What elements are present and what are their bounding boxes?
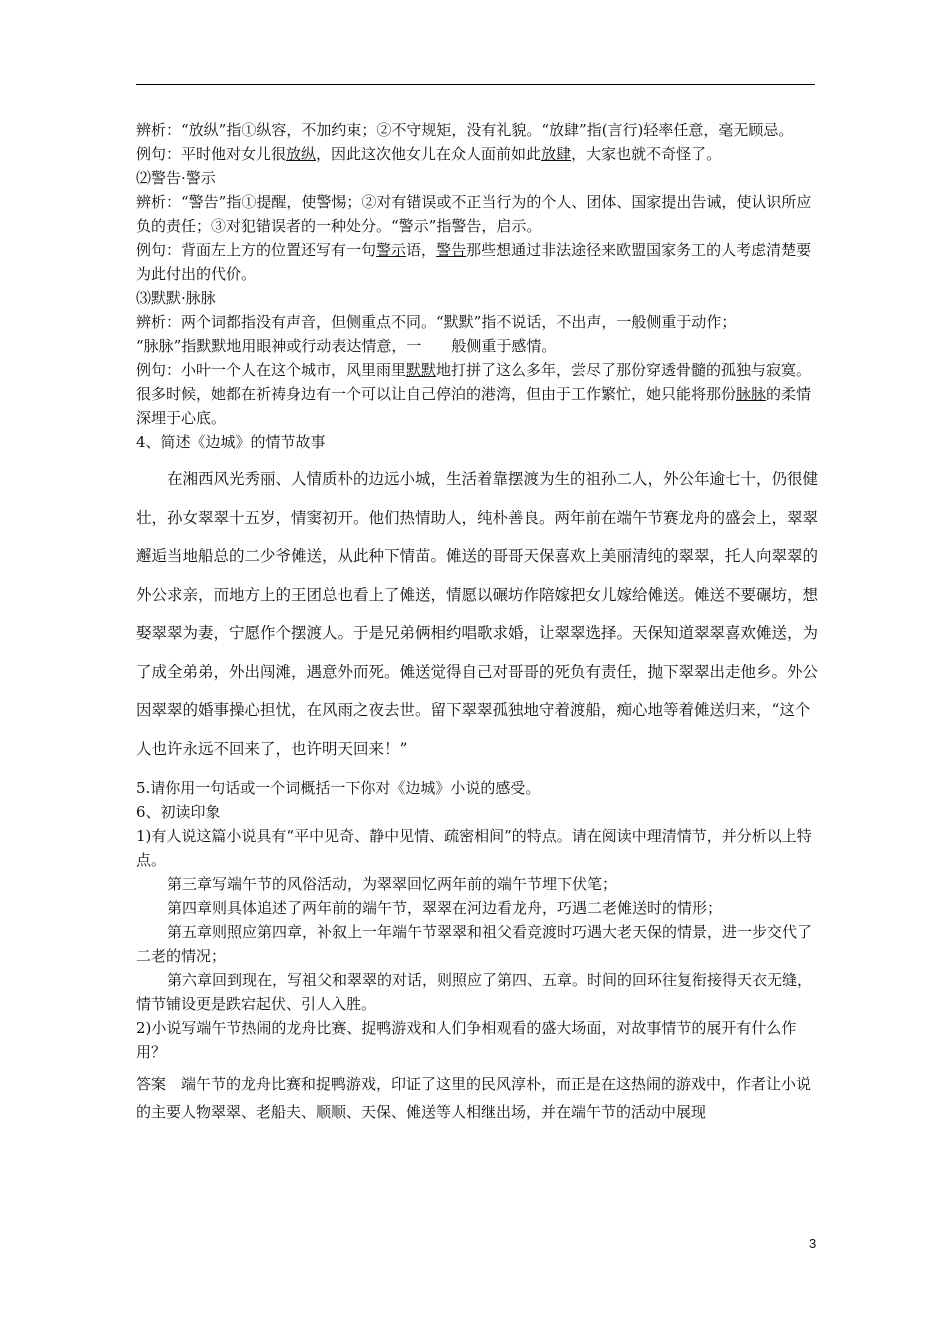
example-label: 例句： [136, 241, 182, 259]
chapter-4-note: 第四章则具体追述了两年前的端午节，翠翠在河边看龙舟，巧遇二老傩送时的情形； [167, 899, 723, 917]
question-4-heading: 4、简述《边城》的情节故事 [136, 433, 326, 451]
example-fangzong [136, 142, 818, 166]
analysis-label: 辨析： [136, 313, 182, 331]
underlined-word: 放肆 [541, 145, 572, 163]
sub-question-2: 2)小说写端午节热闹的龙舟比赛、捉鸭游戏和人们争相观看的盛大场面，对故事情节的展开有什么作用？ [136, 1019, 797, 1061]
sub-question-1: 1)有人说这篇小说具有“平中见奇、静中见情、疏密相间”的特点。请在阅读中理清情节，并分析以上特点。 [136, 827, 812, 869]
analysis-text: “警告”指①提醒，使警惕；②对有错误或不正当行为的个人、团体、国家提出告诫，使认识所应负的责任；③对犯错误者的一种处分。“警示”指警告，启示。 [136, 193, 812, 235]
section-heading-momo: ⑶默默·脉脉 [136, 289, 216, 307]
underlined-word: 默默 [406, 361, 437, 379]
example-text: 背面左上方的位置还写有一句 [181, 241, 377, 259]
example-text: 小叶一个人在这个城市，风里雨里 [181, 361, 407, 379]
chapter-5-note: 第五章则照应第四章，补叙上一年端午节翠翠和祖父看竞渡时巧遇大老天保的情景，进一步交代了二老的情况； [136, 923, 813, 965]
analysis-fangzong [136, 118, 818, 142]
answer-label: 答案 [136, 1075, 182, 1093]
example-text: 那些想通过非法途径来欧盟国家务工的人考虑清楚要为此付出的代价。 [136, 241, 812, 283]
underlined-word: 警告 [436, 241, 467, 259]
example-text: 地打拼了这么多年，尝尽了那份穿透骨髓的孤独与寂寞。很多时候，她都在祈祷身边有一个可以让自己停泊的港湾，但由于工作繁忙，她只能将那份 [136, 361, 812, 403]
answer [136, 1070, 818, 1126]
analysis-text: 两个词都指没有声音，但侧重点不同。“默默”指不说话，不出声，一般侧重于动作； [181, 313, 737, 331]
section-heading-jinggao: ⑵警告·警示 [136, 169, 216, 187]
underlined-word: 脉脉 [736, 385, 767, 403]
example-text: ，因此这次他女儿在众人面前如此 [316, 145, 542, 163]
story-summary: 在湘西风光秀丽、人情质朴的边远小城，生活着靠摆渡为生的祖孙二人，外公年逾七十，仍很健壮，孙女翠翠十五岁，情窦初开。他们热情助人，纯朴善良。两年前在端午节赛龙舟的盛会上，翠翠邂逅当地船总的二少爷傩送，从此种下情苗。傩送的哥哥天保喜欢上美丽清纯的翠翠，托人向翠翠的外公求亲，而地方上的王团总也看上了傩送，情愿以碾坊作陪嫁把女儿嫁给傩送。傩送不要碾坊，想娶翠翠为妻，宁愿作个摆渡人。于是兄弟俩相约唱歌求婚，让翠翠选择。天保知道翠翠喜欢傩送，为了成全弟弟，外出闯滩，遇意外而死。傩送觉得自己对哥哥的死负有责任，抛下翠翠出走他乡。外公因翠翠的婚事操心担忧，在风雨之夜去世。留下翠翠孤独地守着渡船，痴心地等着傩送归来，“这个人也许永远不回来了，也许明天回来！” [136, 470, 819, 758]
example-text: 的柔情深埋于心底。 [136, 385, 812, 427]
analysis-label: 辨析： [136, 193, 182, 211]
question-5: 5.请你用一句话或一个词概括一下你对《边城》小说的感受。 [136, 779, 541, 797]
analysis-jinggao [136, 190, 818, 238]
question-6-heading: 6、初读印象 [136, 803, 221, 821]
underlined-word: 警示 [376, 241, 407, 259]
example-momo [136, 358, 818, 430]
document-body [136, 118, 818, 1126]
chapter-3-note: 第三章写端午节的风俗活动，为翠翠回忆两年前的端午节埋下伏笔； [167, 875, 618, 893]
example-jinggao [136, 238, 818, 286]
answer-text: 端午节的龙舟比赛和捉鸭游戏，印证了这里的民风淳朴，而正是在这热闹的游戏中，作者让小说的主要人物翠翠、老船夫、顺顺、天保、傩送等人相继出场，并在端午节的活动中展现 [136, 1075, 812, 1121]
underlined-word: 放纵 [286, 145, 317, 163]
example-text: 平时他对女儿很 [181, 145, 287, 163]
header-rule [136, 84, 815, 85]
example-text: ，大家也就不奇怪了。 [571, 145, 722, 163]
example-text: 语， [406, 241, 437, 259]
analysis-momo-line2: “脉脉”指默默地用眼神或行动表达情意，一 般侧重于感情。 [136, 337, 557, 355]
analysis-text: “放纵”指①纵容，不加约束；②不守规矩，没有礼貌。“放肆”指(言行)轻率任意，毫无顾忌。 [181, 121, 794, 139]
example-label: 例句： [136, 145, 182, 163]
analysis-momo [136, 310, 818, 334]
chapter-6-note: 第六章回到现在，写祖父和翠翠的对话，则照应了第四、五章。时间的回环往复衔接得天衣无缝，情节铺设更是跌宕起伏、引人入胜。 [136, 971, 813, 1013]
page-number: 3 [809, 1236, 817, 1251]
example-label: 例句： [136, 361, 182, 379]
analysis-label: 辨析： [136, 121, 182, 139]
